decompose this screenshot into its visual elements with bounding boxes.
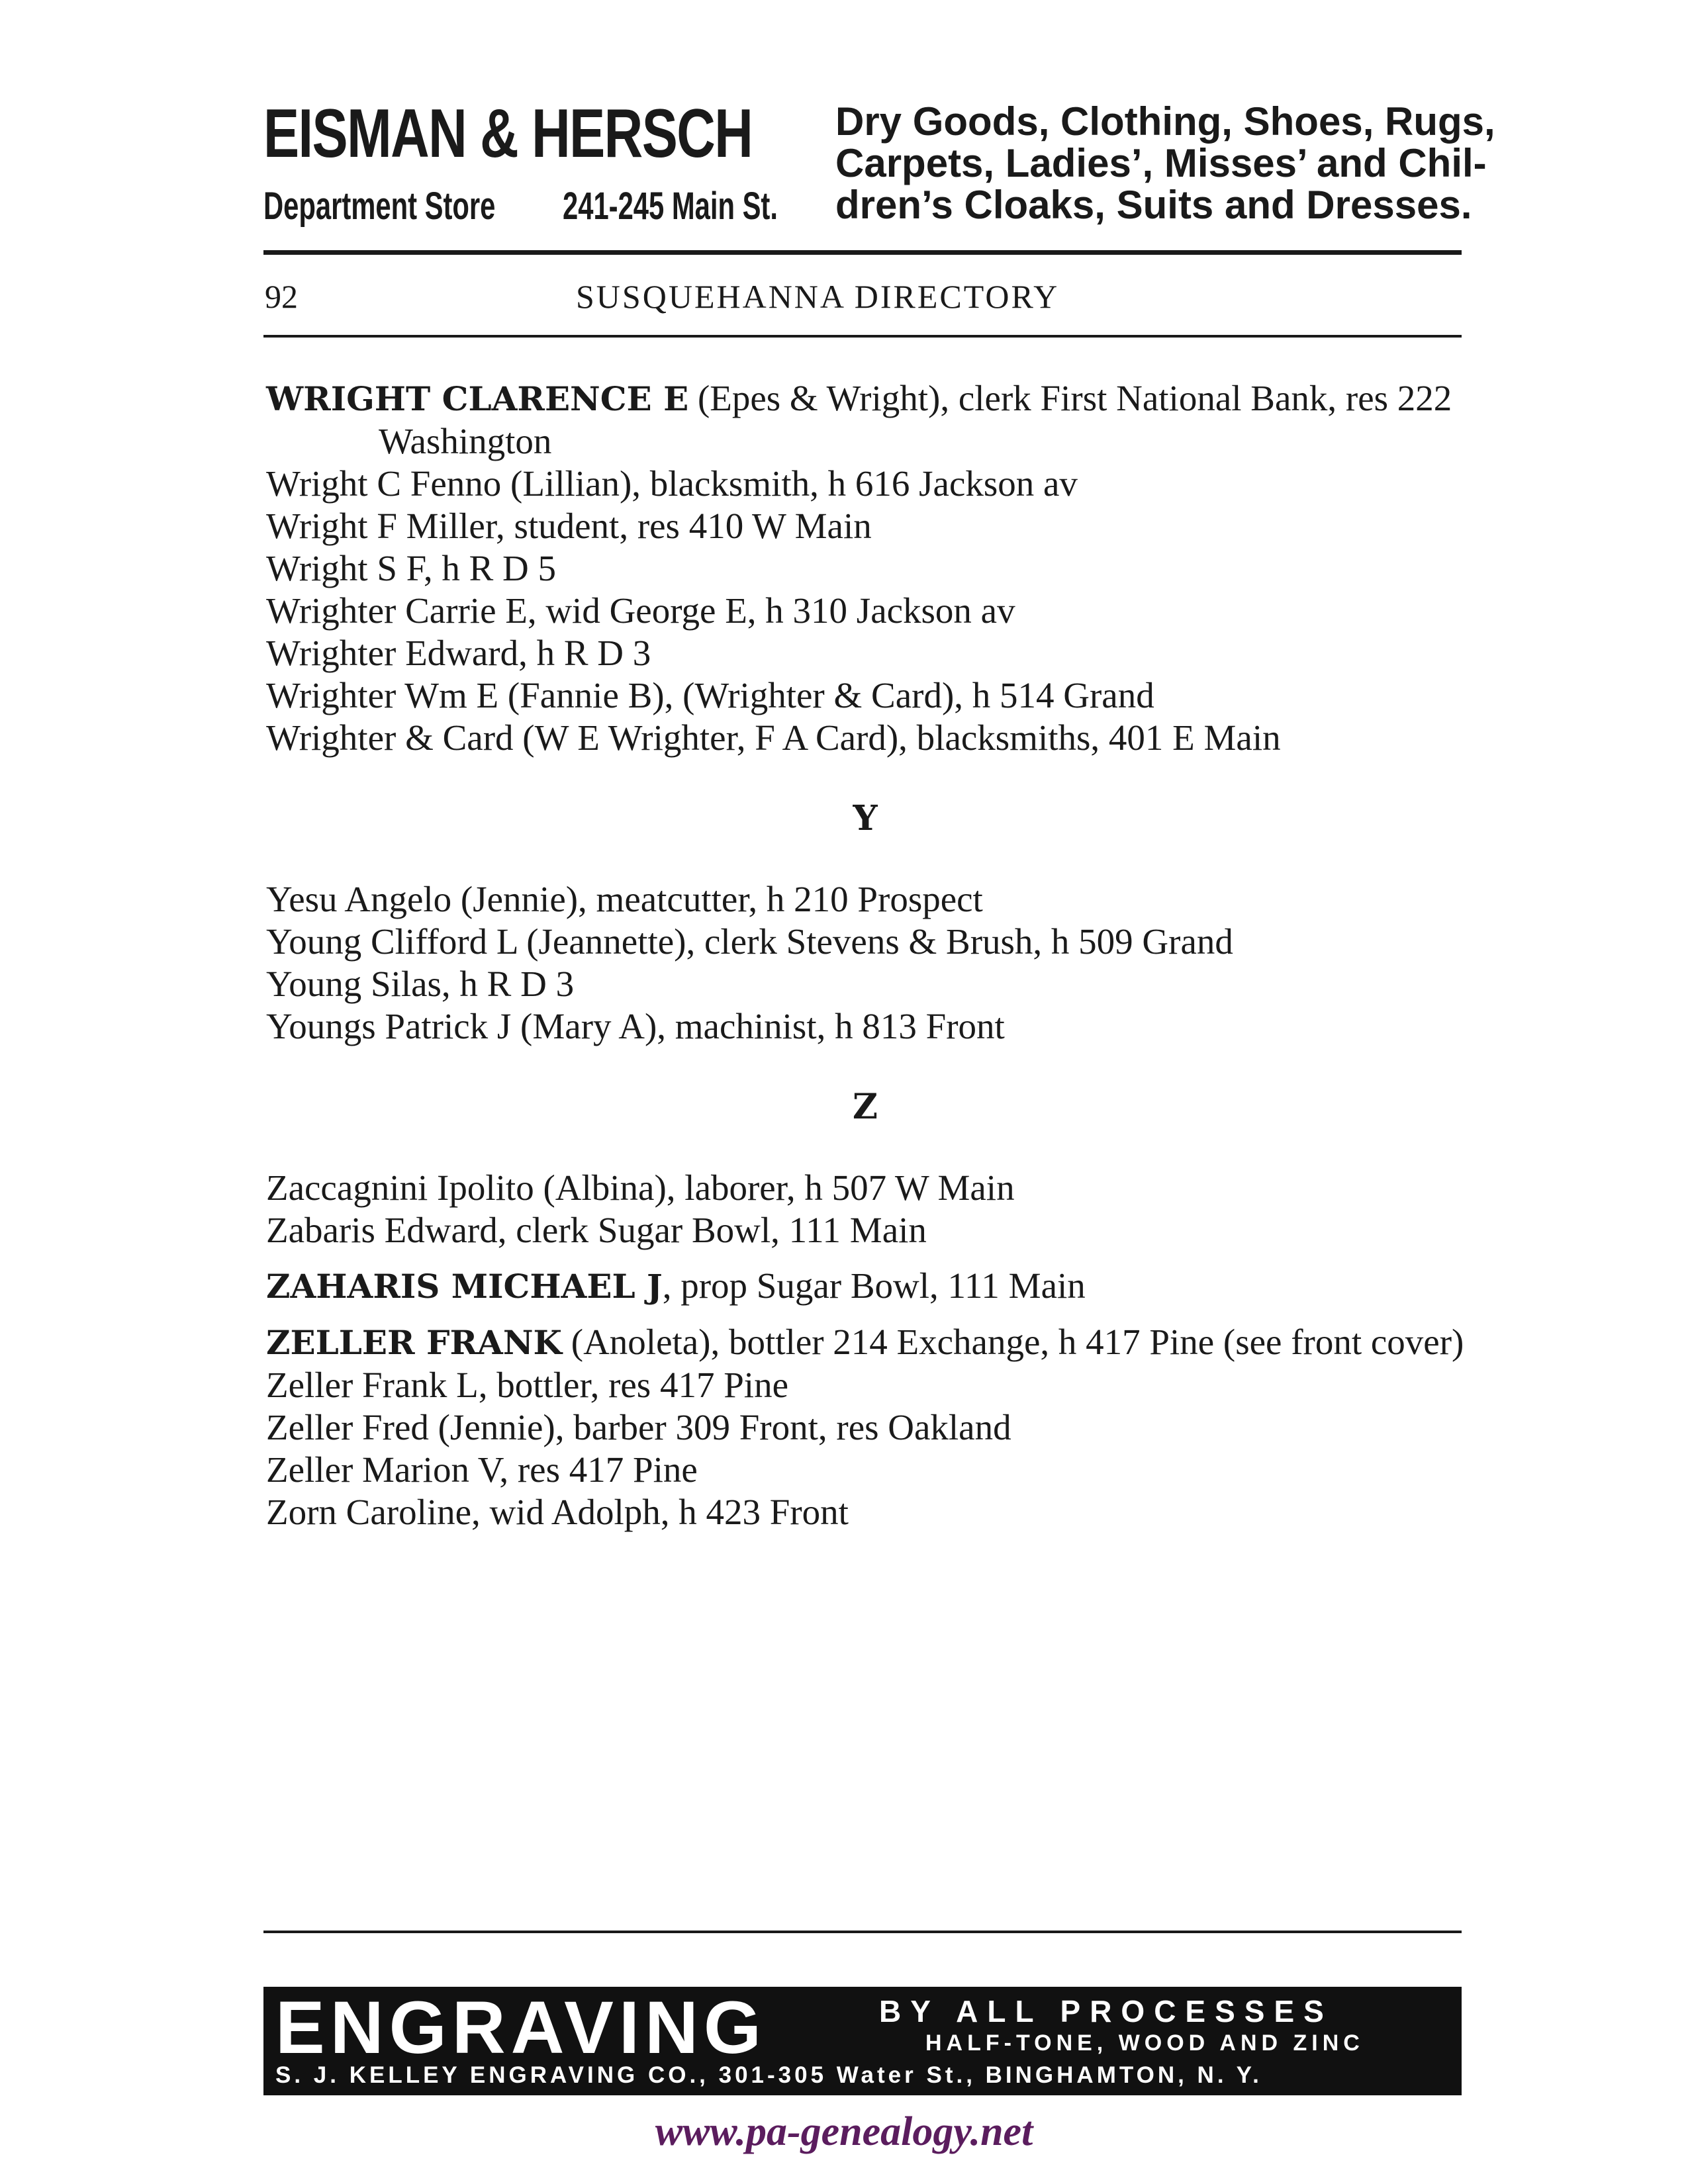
directory-entry bbox=[266, 1265, 1464, 1308]
store-name: EISMAN & HERSCH bbox=[263, 95, 753, 172]
directory-entry bbox=[266, 921, 1464, 963]
store-goods bbox=[835, 99, 1495, 227]
store-address: 241-245 Main St. bbox=[563, 185, 778, 228]
engraving-methods: HALF-TONE, WOOD AND ZINC bbox=[925, 2030, 1364, 2056]
directory-entry bbox=[266, 1449, 1464, 1491]
entry-text: Wright F Miller, student, res 410 W Main bbox=[266, 506, 872, 546]
entry-group-y bbox=[266, 878, 1464, 1048]
running-title: SUSQUEHANNA DIRECTORY bbox=[576, 278, 1060, 315]
directory-entry bbox=[266, 1209, 1464, 1251]
entry-text: (Anoleta), bottler 214 Exchange, h 417 Pine (see front cover) bbox=[562, 1322, 1464, 1362]
section-letter-y: Y bbox=[853, 798, 878, 839]
directory-entry bbox=[266, 590, 1464, 632]
directory-entry bbox=[266, 1167, 1464, 1209]
goods-line-text: Dry Goods, Clothing, Shoes, Rugs, bbox=[835, 99, 1495, 144]
page-number: 92 bbox=[265, 278, 298, 315]
entry-text: , prop Sugar Bowl, 111 Main bbox=[662, 1265, 1086, 1306]
entry-group-w bbox=[266, 377, 1464, 759]
directory-entry bbox=[266, 963, 1464, 1005]
engraving-company: S. J. KELLEY ENGRAVING CO., 301-305 Water St., BINGHAMTON, N. Y. bbox=[275, 2062, 1262, 2088]
goods-line bbox=[835, 99, 1495, 144]
entry-name: ZELLER FRANK bbox=[266, 1323, 562, 1362]
directory-entry bbox=[266, 505, 1464, 547]
directory-entry bbox=[266, 632, 1464, 674]
store-type: Department Store bbox=[263, 185, 496, 228]
entry-text: Wright C Fenno (Lillian), blacksmith, h 616 Jackson av bbox=[266, 463, 1078, 504]
entry-text: Zeller Marion V, res 417 Pine bbox=[266, 1449, 698, 1490]
entry-text: Wrighter & Card (W E Wrighter, F A Card), blacksmiths, 401 E Main bbox=[266, 717, 1281, 758]
entry-text: Zabaris Edward, clerk Sugar Bowl, 111 Main bbox=[266, 1210, 927, 1250]
engraving-by-line: BY ALL PROCESSES bbox=[879, 1994, 1333, 2028]
website-url: www.pa-genealogy.net bbox=[655, 2109, 1033, 2154]
goods-line-text: dren’s Cloaks, Suits and Dresses. bbox=[835, 183, 1472, 227]
directory-entry bbox=[266, 1406, 1464, 1449]
directory-entry bbox=[266, 717, 1464, 759]
engraving-ad bbox=[263, 1987, 1462, 2095]
entry-group-z1 bbox=[266, 1167, 1464, 1251]
footer-rule bbox=[263, 1931, 1462, 1933]
directory-entry bbox=[266, 1364, 1464, 1406]
directory-entry bbox=[266, 463, 1464, 505]
directory-entry bbox=[266, 547, 1464, 590]
engraving-headline: ENGRAVING bbox=[275, 1986, 767, 2069]
entry-text: Zorn Caroline, wid Adolph, h 423 Front bbox=[266, 1492, 849, 1532]
entry-text: Wrighter Edward, h R D 3 bbox=[266, 633, 651, 673]
directory-entry bbox=[266, 1491, 1464, 1533]
directory-entry bbox=[266, 1005, 1464, 1048]
directory-entry bbox=[266, 377, 1464, 463]
goods-line-text: Carpets, Ladies’, Misses’ and Chil- bbox=[835, 141, 1487, 185]
entry-name: WRIGHT CLARENCE E bbox=[266, 379, 689, 418]
directory-entry bbox=[266, 674, 1464, 717]
entry-text: Zeller Frank L, bottler, res 417 Pine bbox=[266, 1365, 788, 1405]
entry-name: ZAHARIS MICHAEL J bbox=[266, 1267, 663, 1306]
entry-text: Zaccagnini Ipolito (Albina), laborer, h 507 W Main bbox=[266, 1167, 1015, 1208]
directory-entry bbox=[266, 1321, 1464, 1364]
section-letter-z: Z bbox=[853, 1087, 878, 1127]
entry-group-z2 bbox=[266, 1265, 1464, 1308]
entry-text: Wrighter Wm E (Fannie B), (Wrighter & Card), h 514 Grand bbox=[266, 675, 1154, 715]
entry-text: (Epes & Wright), clerk First National Bank, res 222 Washington bbox=[379, 378, 1452, 461]
directory-entry bbox=[266, 878, 1464, 921]
goods-line bbox=[835, 184, 1471, 226]
directory-listings bbox=[266, 377, 1464, 1533]
title-rule bbox=[263, 335, 1462, 338]
entry-text: Zeller Fred (Jennie), barber 309 Front, res Oakland bbox=[266, 1407, 1011, 1447]
entry-text: Wrighter Carrie E, wid George E, h 310 Jackson av bbox=[266, 590, 1015, 631]
header-rule bbox=[263, 250, 1462, 255]
entry-text: Young Clifford L (Jeannette), clerk Stevens & Brush, h 509 Grand bbox=[266, 921, 1233, 962]
entry-text: Yesu Angelo (Jennie), meatcutter, h 210 Prospect bbox=[266, 879, 983, 919]
entry-text: Youngs Patrick J (Mary A), machinist, h 813 Front bbox=[266, 1006, 1005, 1046]
entry-text: Wright S F, h R D 5 bbox=[266, 548, 557, 588]
entry-group-z3 bbox=[266, 1321, 1464, 1533]
entry-text: Young Silas, h R D 3 bbox=[266, 964, 575, 1004]
goods-line bbox=[835, 141, 1487, 185]
